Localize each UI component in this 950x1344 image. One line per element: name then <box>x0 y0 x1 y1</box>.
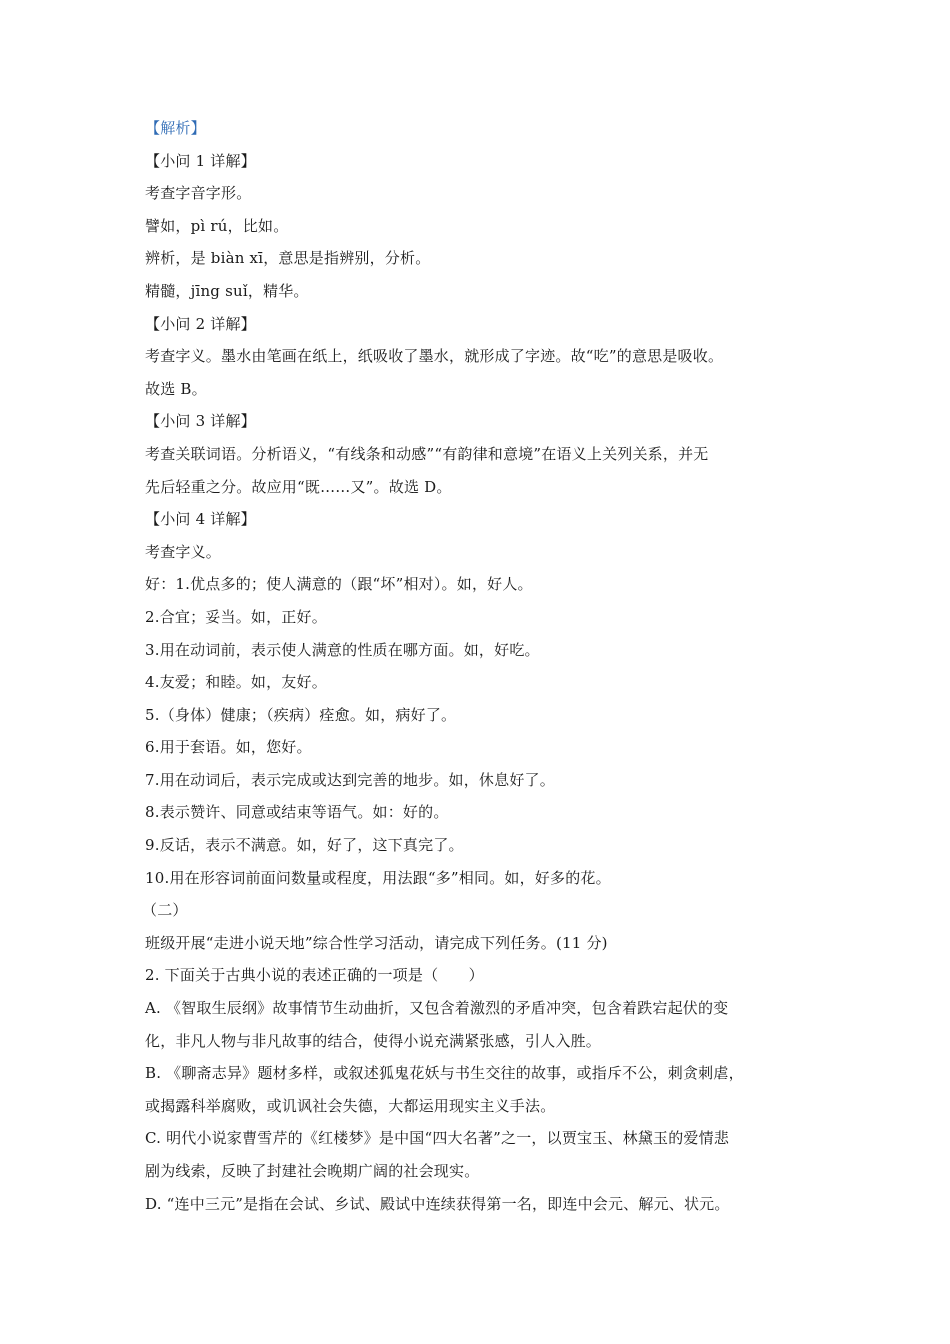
q4-line: 3.用在动词前，表示使人满意的性质在哪方面。如，好吃。 <box>145 640 540 659</box>
option-line: B. 《聊斋志异》题材多样，或叙述狐鬼花妖与书生交往的故事，或指斥不公，刺贪刺虐， <box>145 1064 744 1083</box>
q4-line: 10.用在形容词前面问数量或程度，用法跟“多”相同。如，好多的花。 <box>145 868 611 887</box>
section2-intro: 班级开展“走进小说天地”综合性学习活动，请完成下列任务。(11 分) <box>145 933 608 952</box>
option-line: 化，非凡人物与非凡故事的结合，使得小说充满紧张感，引人入胜。 <box>145 1031 602 1050</box>
q4-line: 6.用于套语。如，您好。 <box>145 738 312 757</box>
section2-heading: （二） <box>142 901 188 920</box>
document-page <box>142 112 815 1220</box>
q1-line: 辨析，是 biàn xī，意思是指辨别，分析。 <box>145 249 431 268</box>
q2-line: 考查字义。墨水由笔画在纸上，纸吸收了墨水，就形成了字迹。故“吃”的意思是吸收。 <box>145 347 724 366</box>
option-line: D. “连中三元”是指在会试、乡试、殿试中连续获得第一名，即连中会元、解元、状元。 <box>145 1194 730 1213</box>
option-d <box>145 1188 815 1221</box>
option-b <box>145 1057 815 1122</box>
q1-line: 譬如，pì rú，比如。 <box>145 216 289 235</box>
q4-line: 8.表示赞许、同意或结束等语气。如：好的。 <box>145 803 449 822</box>
analysis-heading: 【解析】 <box>145 119 206 137</box>
q4-line: 7.用在动词后，表示完成或达到完善的地步。如，休息好了。 <box>145 770 555 789</box>
q4-line: 9.反话，表示不满意。如，好了，这下真完了。 <box>145 836 464 855</box>
option-a <box>145 992 815 1057</box>
q4-line: 4.友爱；和睦。如，友好。 <box>145 673 327 692</box>
q4-line: 好：1.优点多的；使人满意的（跟“坏”相对）。如，好人。 <box>145 575 533 594</box>
q4-heading: 【小问 4 详解】 <box>145 510 256 529</box>
q1-heading: 【小问 1 详解】 <box>145 151 256 170</box>
q4-line: 考查字义。 <box>145 542 222 561</box>
q4-line: 5.（身体）健康；（疾病）痊愈。如，病好了。 <box>145 705 457 724</box>
option-c <box>145 1122 815 1187</box>
option-line: 剧为线索，反映了封建社会晚期广阔的社会现实。 <box>145 1162 480 1180</box>
q2-heading: 【小问 2 详解】 <box>145 314 256 333</box>
q3-line: 考查关联词语。分析语义，“有线条和动感”“有韵律和意境”在语义上关列关系，并无 <box>145 444 709 463</box>
q1-line: 精髓，jīng suǐ，精华。 <box>145 281 309 300</box>
q3-heading: 【小问 3 详解】 <box>145 412 256 431</box>
q4-line: 2.合宜；妥当。如，正好。 <box>145 607 327 626</box>
question-2: 2. 下面关于古典小说的表述正确的一项是（ ） <box>145 966 484 985</box>
option-line: 或揭露科举腐败，或讥讽社会失德，大都运用现实主义手法。 <box>145 1096 556 1115</box>
option-line: A. 《智取生辰纲》故事情节生动曲折，又包含着激烈的矛盾冲突，包含着跌宕起伏的变 <box>145 999 729 1018</box>
q2-line: 故选 B。 <box>145 379 207 398</box>
q3-line: 先后轻重之分。故应用“既……又”。故选 D。 <box>145 477 452 496</box>
option-line: C. 明代小说家曹雪芹的《红楼梦》是中国“四大名著”之一，以贾宝玉、林黛玉的爱情悲 <box>145 1129 730 1148</box>
q1-line: 考查字音字形。 <box>145 184 252 203</box>
